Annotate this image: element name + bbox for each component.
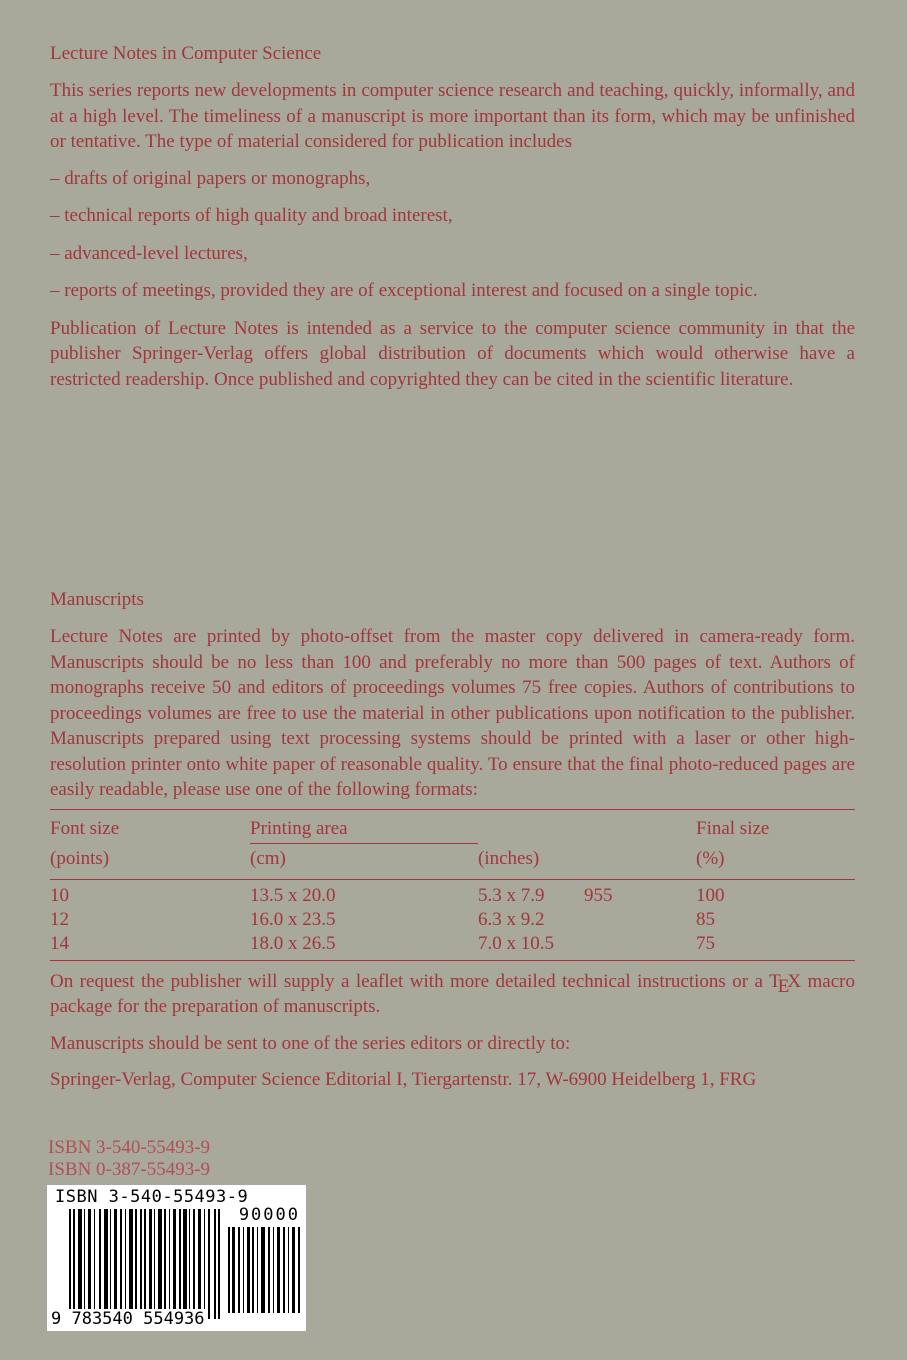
col-cm: (cm) (250, 844, 478, 880)
manuscripts-section (50, 588, 855, 1104)
table-row (50, 908, 855, 932)
col-font-unit: (points) (50, 844, 250, 880)
isbn-block (48, 1137, 210, 1181)
barcode-addon-number: 90000 (238, 1205, 300, 1225)
manuscripts-body: Lecture Notes are printed by photo-offset from the master copy delivered in camera-ready form. Manuscripts should be no less than 100 and preferably no more than 500 pages of text. Authors of monographs receive 50 and editors of proceedings volumes 75 free copies. Authors of contributions to proceedings volumes are free to use the material in other publications upon notification to the publisher. Manuscripts prepared using text processing systems should be printed with a laser or other high-resolution printer onto white paper of reasonable quality. To ensure that the final photo-reduced pages are easily readable, please use one of the following formats: (50, 626, 855, 800)
col-final-unit: (%) (696, 844, 855, 880)
barcode-ean-number: 9 783540 554936 (51, 1309, 205, 1329)
cell-points: 10 (50, 884, 69, 906)
col-inches: (inches) (478, 844, 584, 880)
formats-table (50, 809, 855, 961)
cell-final: 85 (696, 908, 715, 930)
material-item: – reports of meetings, provided they are of exceptional interest and focused on a single topic. (50, 280, 758, 301)
cell-extra (584, 908, 696, 932)
publisher-address: Springer-Verlag, Computer Science Editorial I, Tiergartenstr. 17, W-6900 Heidelberg 1, FRG (50, 1069, 757, 1090)
barcode (47, 1185, 306, 1331)
barcode-isbn-text: ISBN 3-540-55493-9 (55, 1187, 249, 1207)
table-row (50, 932, 855, 961)
material-item: – technical reports of high quality and broad interest, (50, 205, 453, 226)
series-section (50, 42, 855, 403)
series-intro: This series reports new developments in computer science research and teaching, quickly, informally, and at a high level. The timeliness of a manuscript is more important than its form, which may be unfinished or tentative. The type of material considered for publication includes (50, 80, 855, 152)
material-item: – advanced-level lectures, (50, 242, 248, 264)
series-title: Lecture Notes in Computer Science (50, 43, 322, 64)
manuscripts-title: Manuscripts (50, 589, 144, 610)
ean-bars (69, 1209, 221, 1319)
cell-final: 75 (696, 932, 855, 961)
cell-points: 14 (50, 932, 250, 961)
table-row (50, 879, 855, 908)
tex-logo: TEX (769, 970, 802, 997)
cell-extra: 955 (584, 884, 613, 906)
cell-extra (584, 932, 696, 961)
cell-final: 100 (696, 884, 725, 906)
isbn-line: ISBN 0-387-55493-9 (48, 1159, 211, 1180)
send-to: Manuscripts should be sent to one of the series editors or directly to: (50, 1032, 571, 1054)
cell-cm: 16.0 x 23.5 (250, 908, 336, 930)
cell-inches: 5.3 x 7.9 (478, 884, 545, 906)
col-printing-area: Printing area (250, 814, 478, 844)
addon-bars (228, 1227, 302, 1313)
cell-inches: 6.3 x 9.2 (478, 908, 545, 930)
service-paragraph: Publication of Lecture Notes is intended as a service to the computer science community in that the publisher Springer-Verlag offers global distribution of documents which would otherwise have a restricted readership. Once published and copyrighted they can be cited in the scientific literature. (50, 317, 855, 390)
cell-points: 12 (50, 908, 69, 930)
cell-inches: 7.0 x 10.5 (478, 932, 584, 961)
cell-cm: 18.0 x 26.5 (250, 932, 478, 961)
leaflet-paragraph: On request the publisher will supply a leaflet with more detailed technical instructions or a TEX macro package for the preparation of manuscripts. (50, 970, 856, 1017)
cell-cm: 13.5 x 20.0 (250, 884, 336, 906)
col-final-size: Final size (696, 809, 855, 844)
material-item: – drafts of original papers or monographs, (50, 167, 371, 189)
isbn-line: ISBN 3-540-55493-9 (48, 1137, 211, 1158)
col-font-size: Font size (50, 809, 250, 844)
